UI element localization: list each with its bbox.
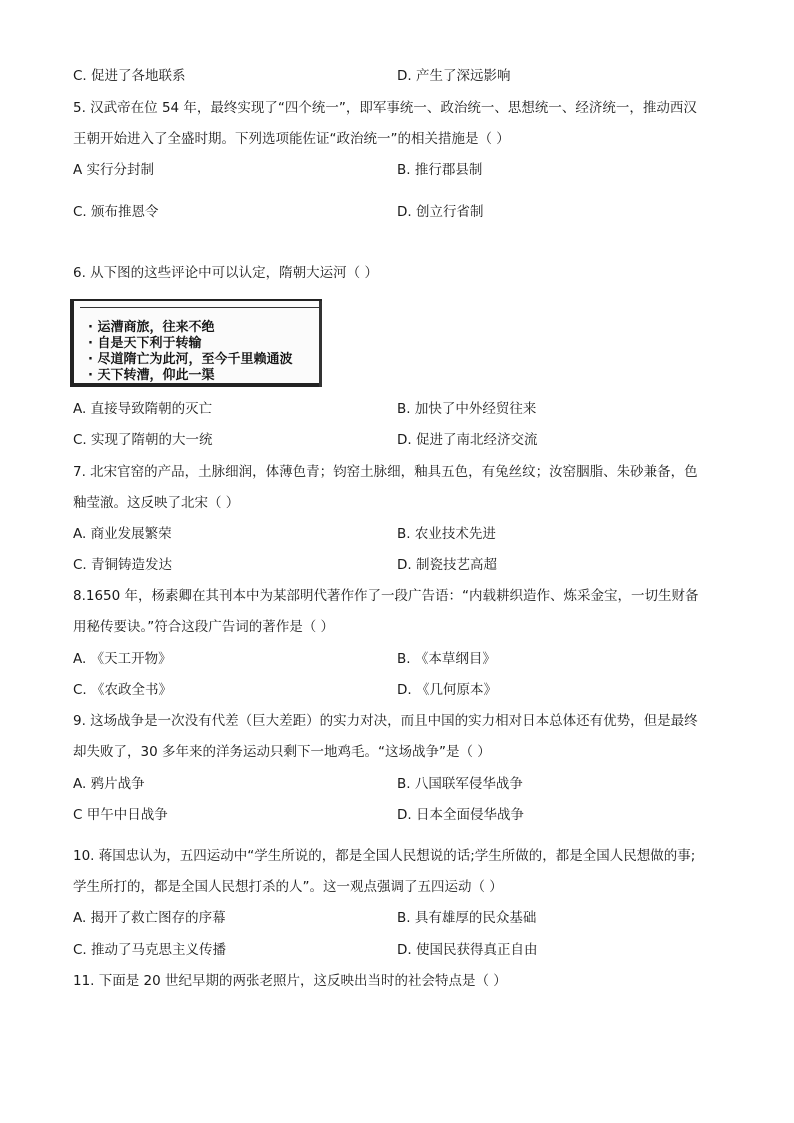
q7-option-b: B. 农业技术先进 bbox=[397, 526, 496, 542]
q9-stem-line2: 却失败了，30 多年来的洋务运动只剩下一地鸡毛。“这场战争”是（ ） bbox=[73, 744, 491, 760]
q10-option-c: C. 推动了马克思主义传播 bbox=[73, 942, 227, 958]
box-rule bbox=[80, 307, 322, 308]
q5-option-a: A 实行分封制 bbox=[73, 162, 155, 178]
q7-option-c: C. 青铜铸造发达 bbox=[73, 557, 173, 573]
q6-stem: 6. 从下图的这些评论中可以认定，隋朝大运河（ ） bbox=[73, 265, 378, 281]
q7-stem-line1: 7. 北宋官窑的产品，土脉细润，体薄色青；钧窑土脉细，釉具五色，有兔丝纹；汝窑胭脂、朱砂兼备，色 bbox=[73, 464, 698, 480]
q4-option-d: D. 产生了深远影响 bbox=[397, 68, 511, 84]
q10-option-d: D. 使国民获得真正自由 bbox=[397, 942, 538, 958]
q9-stem-line1: 9. 这场战争是一次没有代差（巨大差距）的实力对决，而且中国的实力相对日本总体还有优势，但是最终 bbox=[73, 713, 698, 729]
q8-option-c: C. 《农政全书》 bbox=[73, 682, 173, 698]
q4-option-c: C. 促进了各地联系 bbox=[73, 68, 186, 84]
q6-quote-4: · 天下转漕，仰此一渠 bbox=[88, 368, 215, 383]
box-edge bbox=[319, 301, 322, 387]
q10-option-a: A. 揭开了救亡图存的序幕 bbox=[73, 910, 226, 926]
q8-stem-line2: 用秘传要诀。”符合这段广告词的著作是（ ） bbox=[73, 619, 335, 635]
q8-option-a: A. 《天工开物》 bbox=[73, 651, 172, 667]
q7-stem-line2: 釉莹澈。这反映了北宋（ ） bbox=[73, 495, 240, 511]
q6-quote-3: · 尽道隋亡为此河，至今千里赖通波 bbox=[88, 352, 293, 367]
q6-option-a: A. 直接导致隋朝的灭亡 bbox=[73, 401, 213, 417]
q10-option-b: B. 具有雄厚的民众基础 bbox=[397, 910, 537, 926]
q5-option-d: D. 创立行省制 bbox=[397, 204, 484, 220]
q6-option-b: B. 加快了中外经贸往来 bbox=[397, 401, 537, 417]
q6-quote-box bbox=[70, 299, 322, 387]
q5-stem-line2: 王朝开始进入了全盛时期。下列选项能佐证“政治统一”的相关措施是（ ） bbox=[73, 131, 510, 147]
q5-option-b: B. 推行郡县制 bbox=[397, 162, 483, 178]
q7-option-d: D. 制瓷技艺高超 bbox=[397, 557, 497, 573]
q8-stem-line1: 8.1650 年，杨素卿在其刊本中为某部明代著作作了一段广告语：“内载耕织造作、炼采金宝，一切生财备 bbox=[73, 588, 699, 604]
q7-option-a: A. 商业发展繁荣 bbox=[73, 526, 172, 542]
q10-stem-line1: 10. 蒋国忠认为，五四运动中“学生所说的，都是全国人民想说的话;学生所做的，都是全国人民想做的事; bbox=[73, 848, 696, 864]
q5-stem-line1: 5. 汉武帝在位 54 年，最终实现了“四个统一”，即军事统一、政治统一、思想统一、经济统一，推动西汉 bbox=[73, 100, 697, 116]
q5-option-c: C. 颁布推恩令 bbox=[73, 204, 159, 220]
q8-option-b: B. 《本草纲目》 bbox=[397, 651, 496, 667]
q6-option-c: C. 实现了隋朝的大一统 bbox=[73, 432, 213, 448]
q11-stem: 11. 下面是 20 世纪早期的两张老照片，这反映出当时的社会特点是（ ） bbox=[73, 973, 507, 989]
q10-stem-line2: 学生所打的，都是全国人民想打杀的人”。这一观点强调了五四运动（ ） bbox=[73, 879, 503, 895]
q9-option-d: D. 日本全面侵华战争 bbox=[397, 807, 524, 823]
q9-option-c: C 甲午中日战争 bbox=[73, 807, 168, 823]
q6-quote-2: · 自是天下利于转输 bbox=[88, 336, 202, 351]
q9-option-b: B. 八国联军侵华战争 bbox=[397, 776, 523, 792]
q6-quote-1: · 运漕商旅，往来不绝 bbox=[88, 320, 215, 335]
q8-option-d: D. 《几何原本》 bbox=[397, 682, 497, 698]
q6-option-d: D. 促进了南北经济交流 bbox=[397, 432, 538, 448]
q9-option-a: A. 鸦片战争 bbox=[73, 776, 145, 792]
